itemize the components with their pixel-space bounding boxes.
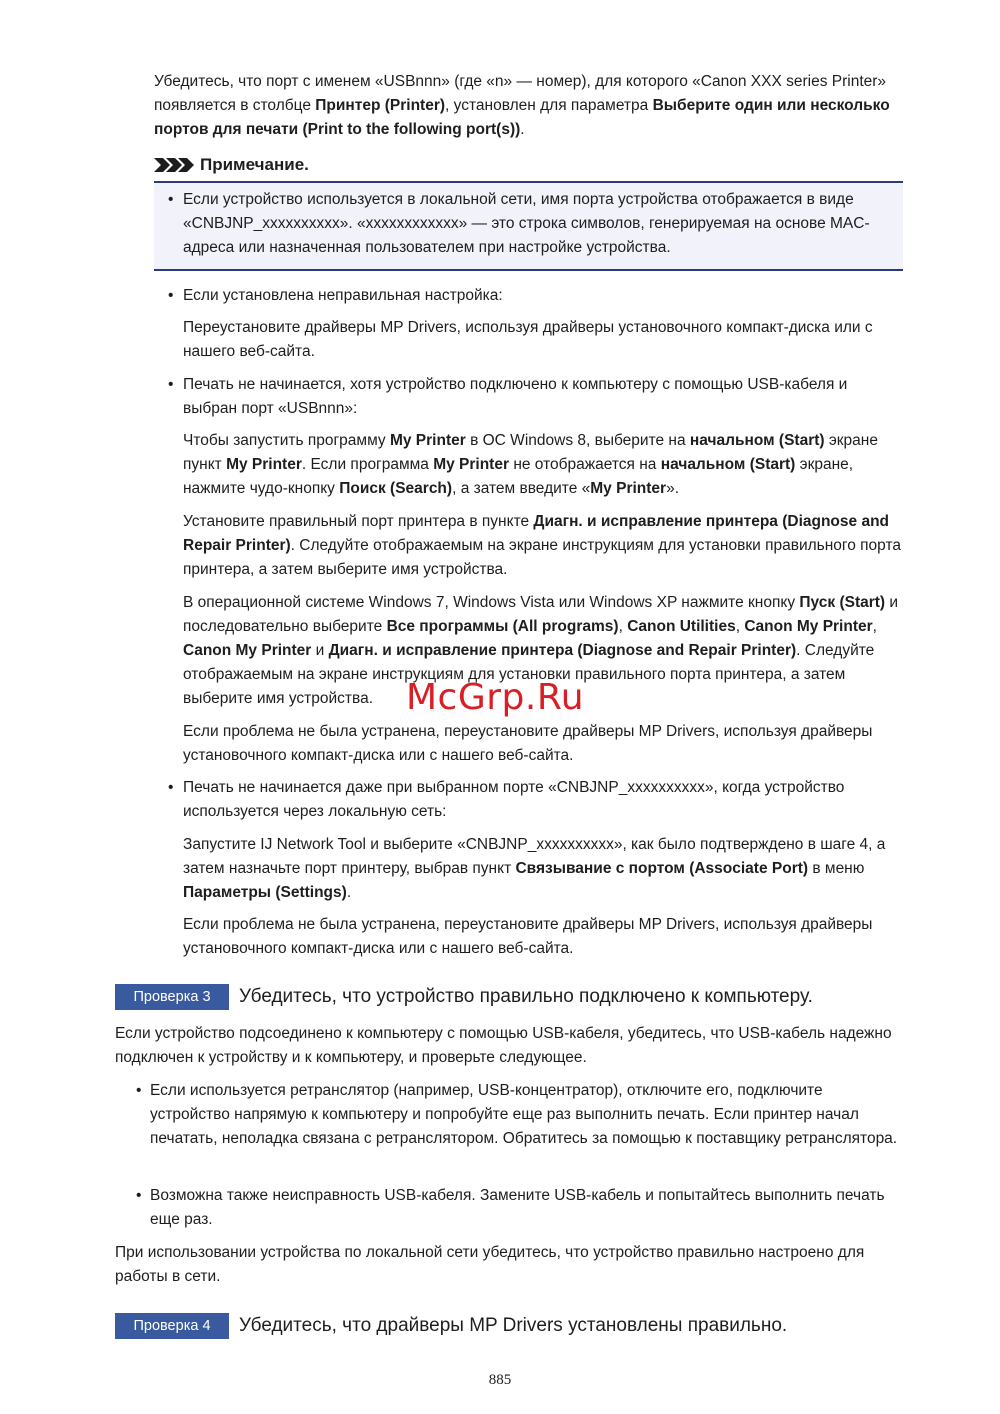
check4-title: Убедитесь, что драйверы MP Drivers установлены правильно. bbox=[239, 1315, 788, 1336]
check4-badge: Проверка 4 bbox=[115, 1313, 233, 1339]
note-arrows-icon bbox=[154, 158, 196, 172]
bullet-icon: • bbox=[168, 779, 174, 796]
item-usb-title: Печать не начинается, хотя устройство подключено к компьютеру с помощью USB-кабеля и выбран порт «USBnnn»: bbox=[183, 376, 848, 417]
check3-bullet-cable: Возможна также неисправность USB-кабеля. Замените USB-кабель и попытайтесь выполнить печать еще раз. bbox=[150, 1187, 885, 1228]
item-network-title: Печать не начинается даже при выбранном порте «CNBJNP_xxxxxxxxxx», когда устройство используется через локальную сеть: bbox=[183, 779, 845, 820]
note-title: Примечание. bbox=[200, 155, 309, 174]
item-wrong-setting-text: Переустановите драйверы MP Drivers, используя драйверы установочного компакт-диска или с нашего веб-сайта. bbox=[183, 319, 873, 360]
bullet-icon: • bbox=[168, 287, 174, 304]
item-usb-port-text: Установите правильный порт принтера в пункте Диагн. и исправление принтера (Diagnose and Repair Printer). Следуйте отображаемым на экране инструкциям для установки правильного порта принтера, а затем выберите имя устройства. bbox=[183, 513, 901, 578]
item-wrong-setting-title: Если установлена неправильная настройка: bbox=[183, 287, 503, 304]
item-usb-win8-text: Чтобы запустить программу My Printer в ОС Windows 8, выберите на начальном (Start) экране пункт My Printer. Если программа My Printer не отображается на начальном (Start) экране, нажмите чудо-кнопку Поиск (Search), а затем введите «My Printer». bbox=[183, 432, 878, 497]
intro-paragraph: Убедитесь, что порт с именем «USBnnn» (где «n» — номер), для которого «Canon XXX series Printer» появляется в столбце Принтер (Printer), установлен для параметра Выберите один или несколько портов для печати (Print to the following port(s)). bbox=[154, 73, 890, 138]
check3-heading bbox=[115, 984, 813, 1010]
item-usb-reinstall-text: Если проблема не была устранена, переустановите драйверы MP Drivers, используя драйверы установочного компакт-диска или с нашего веб-сайта. bbox=[183, 723, 873, 764]
item-network-reinstall-text: Если проблема не была устранена, переустановите драйверы MP Drivers, используя драйверы установочного компакт-диска или с нашего веб-сайта. bbox=[183, 916, 873, 957]
bullet-icon: • bbox=[168, 376, 174, 393]
note-box bbox=[154, 181, 903, 271]
bullet-icon: • bbox=[136, 1187, 142, 1204]
item-network-text: Запустите IJ Network Tool и выберите «CNBJNP_xxxxxxxxxx», как было подтверждено в шаге 4, а затем назначьте порт принтеру, выбрав пункт Связывание с портом (Associate Port) в меню Параметры (Settings). bbox=[183, 836, 886, 901]
check3-intro: Если устройство подсоединено к компьютеру с помощью USB-кабеля, убедитесь, что USB-кабель надежно подключен к устройству и к компьютеру, и проверьте следующее. bbox=[115, 1025, 892, 1066]
check3-title: Убедитесь, что устройство правильно подключено к компьютеру. bbox=[239, 986, 813, 1007]
bullet-icon: • bbox=[168, 191, 174, 208]
watermark: McGrp.Ru bbox=[406, 677, 585, 718]
note-heading bbox=[154, 152, 309, 178]
check3-outro: При использовании устройства по локальной сети убедитесь, что устройство правильно настроено для работы в сети. bbox=[115, 1244, 865, 1285]
check3-badge: Проверка 3 bbox=[115, 984, 233, 1010]
bullet-icon: • bbox=[136, 1082, 142, 1099]
item-usb-win7-text: В операционной системе Windows 7, Windows Vista или Windows XP нажмите кнопку Пуск (Start) и последовательно выберите Все программы (All programs), Canon Utilities, Canon My Printer, Canon My Printer и Диагн. и исправление принтера (Diagnose and Repair Printer). Следуйте отображаемым на экране инструкциям для установки правильного порта принтера, а затем выберите имя устройства. bbox=[183, 594, 899, 707]
note-text: Если устройство используется в локальной сети, имя порта устройства отображается в виде «CNBJNP_xxxxxxxxxx». «xxxxxxxxxxxx» — это строка символов, генерируемая на основе MAC-адреса или назначенная пользователем при настройке устройства. bbox=[183, 191, 870, 256]
page-number: 885 bbox=[488, 1372, 512, 1388]
check4-heading bbox=[115, 1313, 787, 1339]
check3-bullet-hub: Если используется ретранслятор (например, USB-концентратор), отключите его, подключите устройство напрямую к компьютеру и попробуйте еще раз выполнить печать. Если принтер начал печатать, неполадка связана с ретранслятором. Обратитесь за помощью к поставщику ретранслятора. bbox=[150, 1082, 898, 1147]
